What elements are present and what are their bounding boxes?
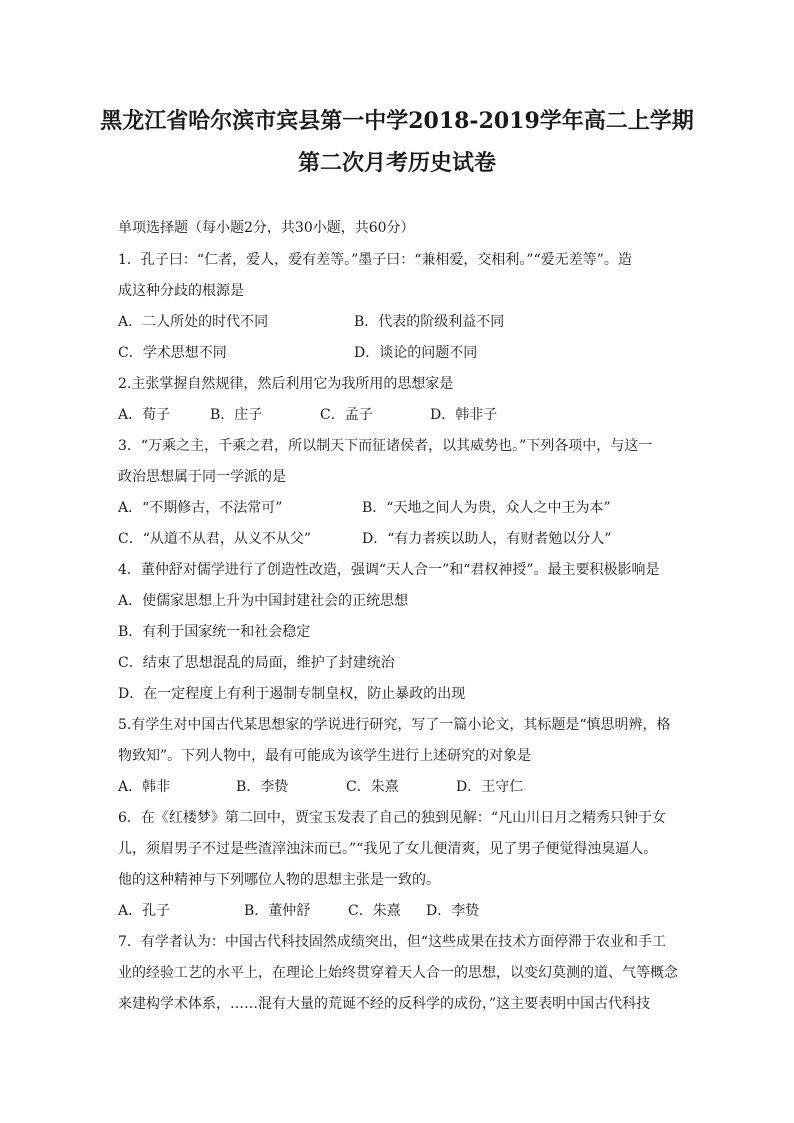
question-3-option-b: B．“天地之间人为贵，众人之中王为本” bbox=[362, 500, 611, 516]
question-1-option-b: B．代表的阶级利益不同 bbox=[354, 314, 505, 330]
exam-title-line1: 黑龙江省哈尔滨市宾县第一中学2018-2019学年高二上学期 bbox=[100, 108, 694, 134]
question-3-line1: 3．“万乘之主，千乘之君，所以制天下而征诸侯者，以其威势也。”下列各项中，与这一 bbox=[118, 438, 653, 454]
question-5-line2: 物致知”。下列人物中，最有可能成为该学生进行上述研究的对象是 bbox=[118, 748, 532, 764]
question-3-line2: 政治思想属于同一学派的是 bbox=[118, 469, 286, 485]
question-1-option-a: A．二人所处的时代不同 bbox=[118, 314, 269, 330]
question-5-option-c: C．朱熹 bbox=[346, 779, 399, 795]
question-3-option-a: A．“不期修古，不法常可” bbox=[118, 500, 283, 516]
question-2-option-c: C．孟子 bbox=[320, 407, 373, 423]
question-4-option-b: B．有利于国家统一和社会稳定 bbox=[118, 624, 311, 640]
question-6-option-b: B．董仲舒 bbox=[244, 903, 311, 919]
question-6-option-c: C．朱熹 bbox=[348, 903, 401, 919]
question-7-line1: 7．有学者认为：中国古代科技固然成绩突出，但“这些成果在技术方面停滞于农业和手工 bbox=[118, 934, 667, 950]
question-5-line1: 5.有学生对中国古代某思想家的学说进行研究，写了一篇小论文，其标题是“慎思明辨，格 bbox=[118, 717, 671, 733]
question-2-option-a: A．荀子 bbox=[118, 407, 171, 423]
question-6-line3: 他的这种精神与下列哪位人物的思想主张是一致的。 bbox=[118, 872, 440, 888]
question-7-line3: 来建构学术体系，……混有大量的荒诞不经的反科学的成份，”这主要表明中国古代科技 bbox=[118, 996, 651, 1012]
question-5-option-b: B．李贽 bbox=[236, 779, 289, 795]
question-7-line2: 业的经验工艺的水平上，在理论上始终贯穿着天人合一的思想，以变幻莫测的道、气等概念 bbox=[118, 965, 678, 981]
question-5-option-d: D．王守仁 bbox=[456, 779, 524, 795]
question-4-option-d: D．在一定程度上有利于遏制专制皇权，防止暴政的出现 bbox=[118, 686, 466, 702]
question-5-option-a: A．韩非 bbox=[118, 779, 171, 795]
question-2-option-b: B．庄子 bbox=[210, 407, 263, 423]
question-3-option-d: D．“有力者疾以助人，有财者勉以分人” bbox=[362, 531, 612, 547]
question-4-line1: 4．董仲舒对儒学进行了创造性改造，强调“天人合一”和“君权神授”。最主要积极影响是 bbox=[118, 562, 660, 578]
question-1-option-d: D．谈论的问题不同 bbox=[354, 345, 478, 361]
question-1-option-c: C．学术思想不同 bbox=[118, 345, 227, 361]
question-1-line2: 成这种分歧的根源是 bbox=[118, 283, 244, 299]
question-1-line1: 1．孔子曰：“仁者，爱人，爱有差等。”墨子曰：“兼相爱，交相利。”“爱无差等”。造 bbox=[118, 252, 632, 268]
question-2-line1: 2.主张掌握自然规律，然后利用它为我所用的思想家是 bbox=[118, 376, 454, 392]
question-6-line1: 6．在《红楼梦》第二回中，贾宝玉发表了自己的独到见解：“凡山川日月之精秀只钟于女 bbox=[118, 810, 667, 826]
question-2-option-d: D．韩非子 bbox=[430, 407, 498, 423]
exam-title-line2: 第二次月考历史试卷 bbox=[297, 150, 496, 176]
section-heading: 单项选择题（每小题2分，共30小题，共60分） bbox=[118, 220, 415, 236]
question-6-option-a: A．孔子 bbox=[118, 903, 171, 919]
question-6-option-d: D．李贽 bbox=[426, 903, 480, 919]
question-4-option-a: A．使儒家思想上升为中国封建社会的正统思想 bbox=[118, 593, 409, 609]
question-4-option-c: C．结束了思想混乱的局面，维护了封建统治 bbox=[118, 655, 395, 671]
question-6-line2: 儿，须眉男子不过是些渣滓浊沫而已。”“我见了女儿便清爽，见了男子便觉得浊臭逼人。 bbox=[118, 841, 658, 857]
question-3-option-c: C．“从道不从君，从义不从父” bbox=[118, 531, 312, 547]
